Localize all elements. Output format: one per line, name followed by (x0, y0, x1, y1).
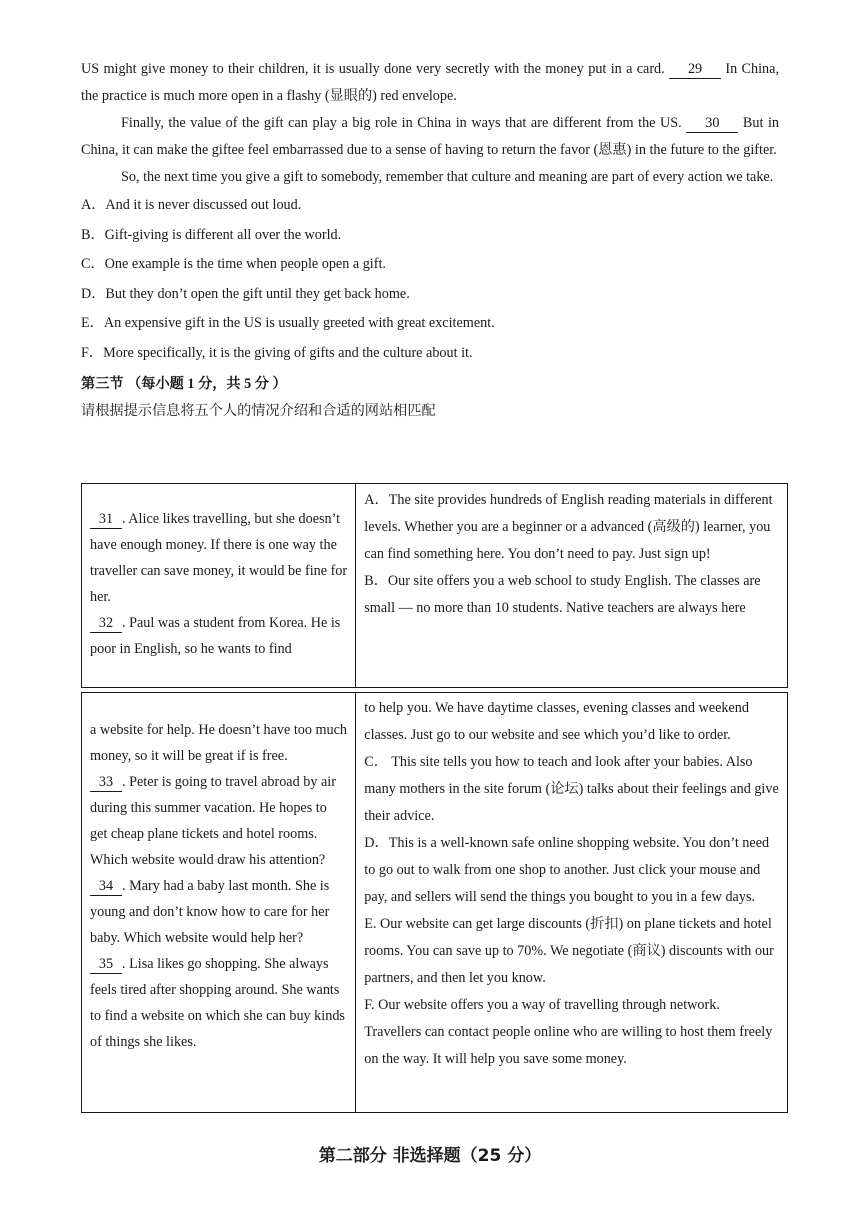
answer-blank-30: 30 (686, 114, 738, 133)
paragraph-text: In China, the practice is much more open in a flashy (显眼的) red envelope. (81, 61, 779, 104)
paragraph-2 (81, 110, 779, 164)
section-instruction: 请根据提示信息将五个人的情况介绍和合适的网站相匹配 (81, 402, 436, 419)
person-text: . Paul was a student from Korea. He is poor in English, so he wants to find (90, 615, 341, 657)
person-text: . Mary had a baby last month. She is young and don’t know how to care for her baby. Which website would help her? (90, 878, 330, 946)
person-text: . Lisa likes go shopping. She always feels tired after shopping around. She wants to find a website on which she can buy kinds of things she likes. (90, 956, 345, 1050)
person-item-32-cont: a website for help. He doesn’t have too much money, so it will be great if is free. (90, 722, 348, 764)
person-item-31 (90, 506, 347, 610)
website-item-f: F. Our website offers you a way of travelling through network. Travellers can contact people online who are willing to host them freely on the way. It will help you save some money. (364, 997, 773, 1067)
option-c: C．One example is the time when people open a gift. (81, 256, 386, 273)
paragraph-3: So, the next time you give a gift to somebody, remember that culture and meaning are part of every action we take. (121, 169, 774, 185)
websites-column (356, 484, 788, 688)
answer-blank-34: 34 (90, 877, 122, 896)
option-f: F．More specifically, it is the giving of gifts and the culture about it. (81, 344, 473, 361)
website-item-c: C． This site tells you how to teach and look after your babies. Also many mothers in the site forum (论坛) talks about their feelings and give their advice. (364, 754, 779, 824)
paragraph-text: But in China, it can make the giftee feel embarrassed due to a sense of having to return the favor (恩惠) in the future to the gifter. (81, 115, 780, 158)
option-a: A．And it is never discussed out loud. (81, 197, 302, 213)
options-list (81, 191, 779, 369)
matching-table-1 (81, 483, 788, 688)
reading-passage (81, 56, 779, 424)
person-item-34 (90, 873, 347, 951)
person-item-33 (90, 769, 347, 873)
website-item-d: D．This is a well-known safe online shopping website. You don’t need to go out to walk from one shop to another. Just click your mouse and pay, and sellers will send the things you bought to you in a few days. (364, 835, 770, 905)
people-column (82, 693, 356, 1113)
paragraph-1 (81, 56, 779, 110)
person-item-35 (90, 951, 347, 1055)
section-title: 第三节 （每小题 1 分，共 5 分 ） (81, 375, 287, 392)
paragraph-text: US might give money to their children, it is usually done very secretly with the money put in a card. (81, 61, 665, 77)
answer-blank-29: 29 (669, 60, 721, 79)
answer-blank-31: 31 (90, 510, 122, 529)
person-text: . Peter is going to travel abroad by air during this summer vacation. He hopes to get cheap plane tickets and hotel rooms. Which website would draw his attention? (90, 774, 336, 868)
person-item-32 (90, 610, 347, 662)
website-item-a: A．The site provides hundreds of English reading materials in different levels. Whether you are a beginner or a advanced (高级的) learner, you can find something here. You don’t need to pay. Just sign up! (364, 492, 773, 562)
answer-blank-32: 32 (90, 614, 122, 633)
website-item-e: E. Our website can get large discounts (折扣) on plane tickets and hotel rooms. You can save up to 70%. We negotiate (商议) discounts with our partners, and then let you know. (364, 916, 774, 986)
website-item-b-cont: to help you. We have daytime classes, evening classes and weekend classes. Just go to our website and see which you’d like to order. (364, 700, 749, 743)
website-item-b: B．Our site offers you a web school to study English. The classes are small — no more than 10 students. Native teachers are always here (364, 573, 761, 616)
option-b: B．Gift-giving is different all over the world. (81, 226, 342, 243)
person-text: . Alice likes travelling, but she doesn’t have enough money. If there is one way the traveller can save money, it would be fine for her. (90, 511, 348, 605)
answer-blank-35: 35 (90, 955, 122, 974)
matching-table-2 (81, 692, 788, 1113)
option-d: D．But they don’t open the gift until they get back home. (81, 285, 410, 302)
paragraph-text: Finally, the value of the gift can play a big role in China in ways that are different from the US. (121, 115, 682, 131)
part-two-title: 第二部分 非选择题（25 分） (318, 1146, 542, 1166)
people-column (82, 484, 356, 688)
websites-column (356, 693, 788, 1113)
option-e: E．An expensive gift in the US is usually greeted with great excitement. (81, 315, 495, 332)
answer-blank-33: 33 (90, 773, 122, 792)
